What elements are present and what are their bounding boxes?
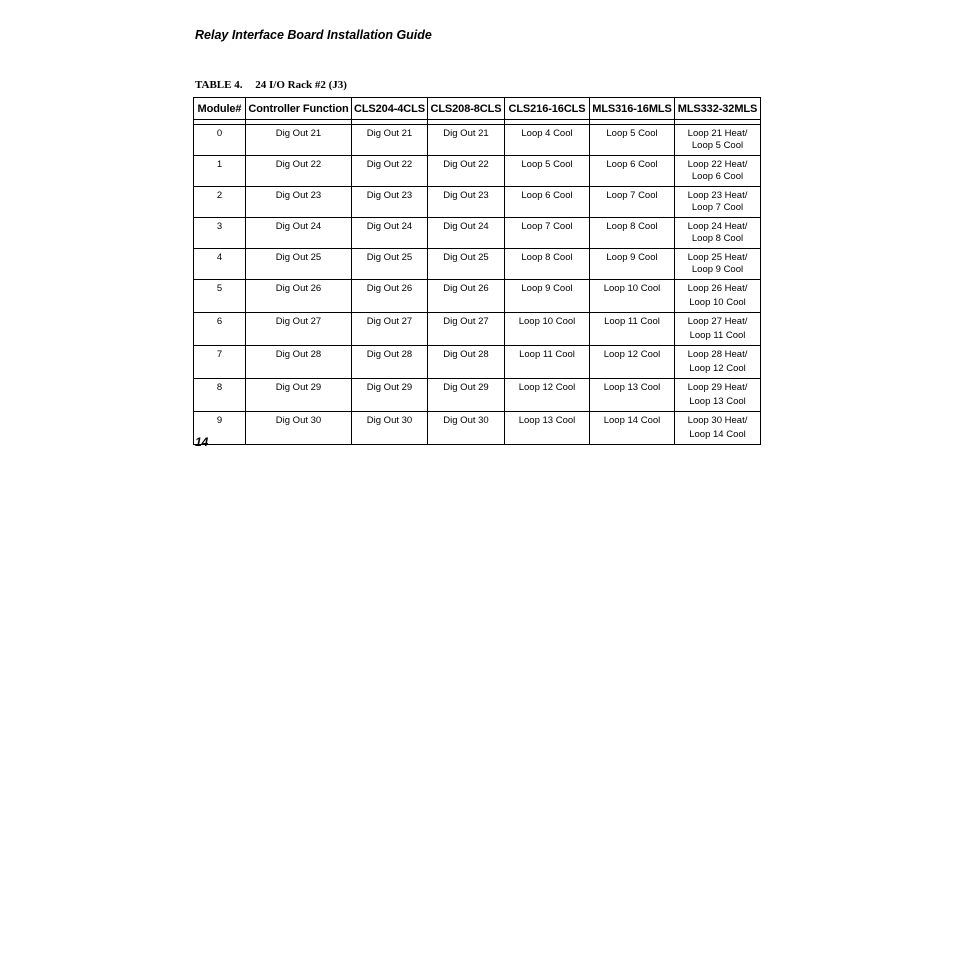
column-header: MLS332-32MLS [675,98,761,120]
table-cell-module: 3 [194,218,246,249]
table-cell-mls332 [675,125,761,156]
table-cell-function: Dig Out 30 [246,412,352,445]
table-cell-cls216: Loop 10 Cool [505,313,590,346]
mls332-line-2: Loop 5 Cool [691,140,744,151]
table-caption [195,79,347,91]
table-cell-cls208: Dig Out 23 [428,187,505,218]
table-cell-function: Dig Out 23 [246,187,352,218]
mls332-line-1: Loop 22 Heat/ [687,159,748,170]
table-cell-cls208: Dig Out 28 [428,346,505,379]
table-cell-module: 9 [194,412,246,445]
table-cell-cls208: Dig Out 22 [428,156,505,187]
table-cell-mls332 [675,218,761,249]
table-cell-module: 7 [194,346,246,379]
table-cell-cls208: Dig Out 29 [428,379,505,412]
table-cell-mls316: Loop 13 Cool [590,379,675,412]
table-cell-cls208: Dig Out 30 [428,412,505,445]
table-cell-mls316: Loop 10 Cool [590,280,675,313]
table-cell-cls204: Dig Out 27 [352,313,428,346]
mls332-line-1: Loop 23 Heat/ [687,190,748,201]
mls332-line-2: Loop 9 Cool [691,264,744,275]
table-cell-function: Dig Out 29 [246,379,352,412]
page-number: 14 [195,435,209,449]
table-cell-function: Dig Out 22 [246,156,352,187]
mls332-line-1: Loop 29 Heat/ [687,382,748,393]
table-cell-cls216: Loop 8 Cool [505,249,590,280]
table-header-row [194,98,761,120]
mls332-line-1: Loop 21 Heat/ [687,128,748,139]
table-cell-cls216: Loop 12 Cool [505,379,590,412]
table-row [194,280,761,313]
table-cell-cls216: Loop 13 Cool [505,412,590,445]
table-cell-cls208: Dig Out 24 [428,218,505,249]
table-cell-module: 6 [194,313,246,346]
table-cell-module: 0 [194,125,246,156]
mls332-line-1: Loop 25 Heat/ [687,252,748,263]
table-cell-cls204: Dig Out 28 [352,346,428,379]
table-row [194,218,761,249]
table-cell-cls204: Dig Out 26 [352,280,428,313]
table-cell-mls316: Loop 9 Cool [590,249,675,280]
table-row [194,346,761,379]
mls332-line-2: Loop 8 Cool [691,233,744,244]
table-cell-cls216: Loop 4 Cool [505,125,590,156]
column-header: CLS208-8CLS [428,98,505,120]
table-cell-cls204: Dig Out 22 [352,156,428,187]
table-cell-mls332 [675,412,761,445]
table-cell-cls216: Loop 11 Cool [505,346,590,379]
table-cell-cls216: Loop 5 Cool [505,156,590,187]
table-cell-cls216: Loop 9 Cool [505,280,590,313]
table-row [194,187,761,218]
table-cell-cls204: Dig Out 29 [352,379,428,412]
column-header: CLS204-4CLS [352,98,428,120]
table-cell-function: Dig Out 26 [246,280,352,313]
table-cell-mls316: Loop 7 Cool [590,187,675,218]
mls332-line-2: Loop 11 Cool [689,330,746,341]
table-row [194,313,761,346]
table-row [194,156,761,187]
mls332-line-1: Loop 24 Heat/ [687,221,748,232]
mls332-line-2: Loop 13 Cool [689,396,746,407]
table-cell-module: 2 [194,187,246,218]
table-cell-module: 1 [194,156,246,187]
mls332-line-1: Loop 26 Heat/ [687,283,748,294]
table-cell-cls204: Dig Out 25 [352,249,428,280]
mls332-line-2: Loop 6 Cool [691,171,744,182]
table-cell-mls332 [675,187,761,218]
column-header: Controller Function [246,98,352,120]
table-cell-mls332 [675,156,761,187]
table-row [194,379,761,412]
io-rack-table [193,97,761,445]
table-cell-cls204: Dig Out 24 [352,218,428,249]
table-cell-mls316: Loop 14 Cool [590,412,675,445]
table-cell-module: 8 [194,379,246,412]
table-cell-cls204: Dig Out 23 [352,187,428,218]
table-cell-mls332 [675,346,761,379]
table-cell-cls208: Dig Out 21 [428,125,505,156]
column-header: CLS216-16CLS [505,98,590,120]
table-cell-mls316: Loop 11 Cool [590,313,675,346]
table-cell-mls316: Loop 12 Cool [590,346,675,379]
mls332-line-2: Loop 7 Cool [691,202,744,213]
table-row [194,125,761,156]
running-header: Relay Interface Board Installation Guide [195,28,432,42]
table-cell-mls332 [675,313,761,346]
table-cell-function: Dig Out 25 [246,249,352,280]
column-header: MLS316-16MLS [590,98,675,120]
table-row [194,249,761,280]
table-cell-function: Dig Out 21 [246,125,352,156]
table-caption-title: 24 I/O Rack #2 (J3) [255,79,347,91]
table-cell-mls332 [675,379,761,412]
table-cell-cls208: Dig Out 25 [428,249,505,280]
table-cell-cls216: Loop 6 Cool [505,187,590,218]
table-caption-number: TABLE 4. [195,79,243,91]
table-cell-module: 4 [194,249,246,280]
mls332-line-2: Loop 10 Cool [689,297,746,308]
table-cell-cls208: Dig Out 27 [428,313,505,346]
table-cell-mls332 [675,280,761,313]
mls332-line-2: Loop 12 Cool [689,363,746,374]
table-cell-function: Dig Out 28 [246,346,352,379]
table-cell-mls332 [675,249,761,280]
mls332-line-1: Loop 27 Heat/ [687,316,748,327]
table-row [194,412,761,445]
table-cell-function: Dig Out 24 [246,218,352,249]
table-cell-cls208: Dig Out 26 [428,280,505,313]
table-cell-mls316: Loop 6 Cool [590,156,675,187]
table-cell-function: Dig Out 27 [246,313,352,346]
mls332-line-1: Loop 28 Heat/ [687,349,748,360]
column-header: Module# [194,98,246,120]
mls332-line-2: Loop 14 Cool [689,429,746,440]
table-cell-cls204: Dig Out 21 [352,125,428,156]
table-cell-module: 5 [194,280,246,313]
mls332-line-1: Loop 30 Heat/ [687,415,748,426]
table-cell-mls316: Loop 8 Cool [590,218,675,249]
table-cell-cls204: Dig Out 30 [352,412,428,445]
table-cell-mls316: Loop 5 Cool [590,125,675,156]
table-cell-cls216: Loop 7 Cool [505,218,590,249]
